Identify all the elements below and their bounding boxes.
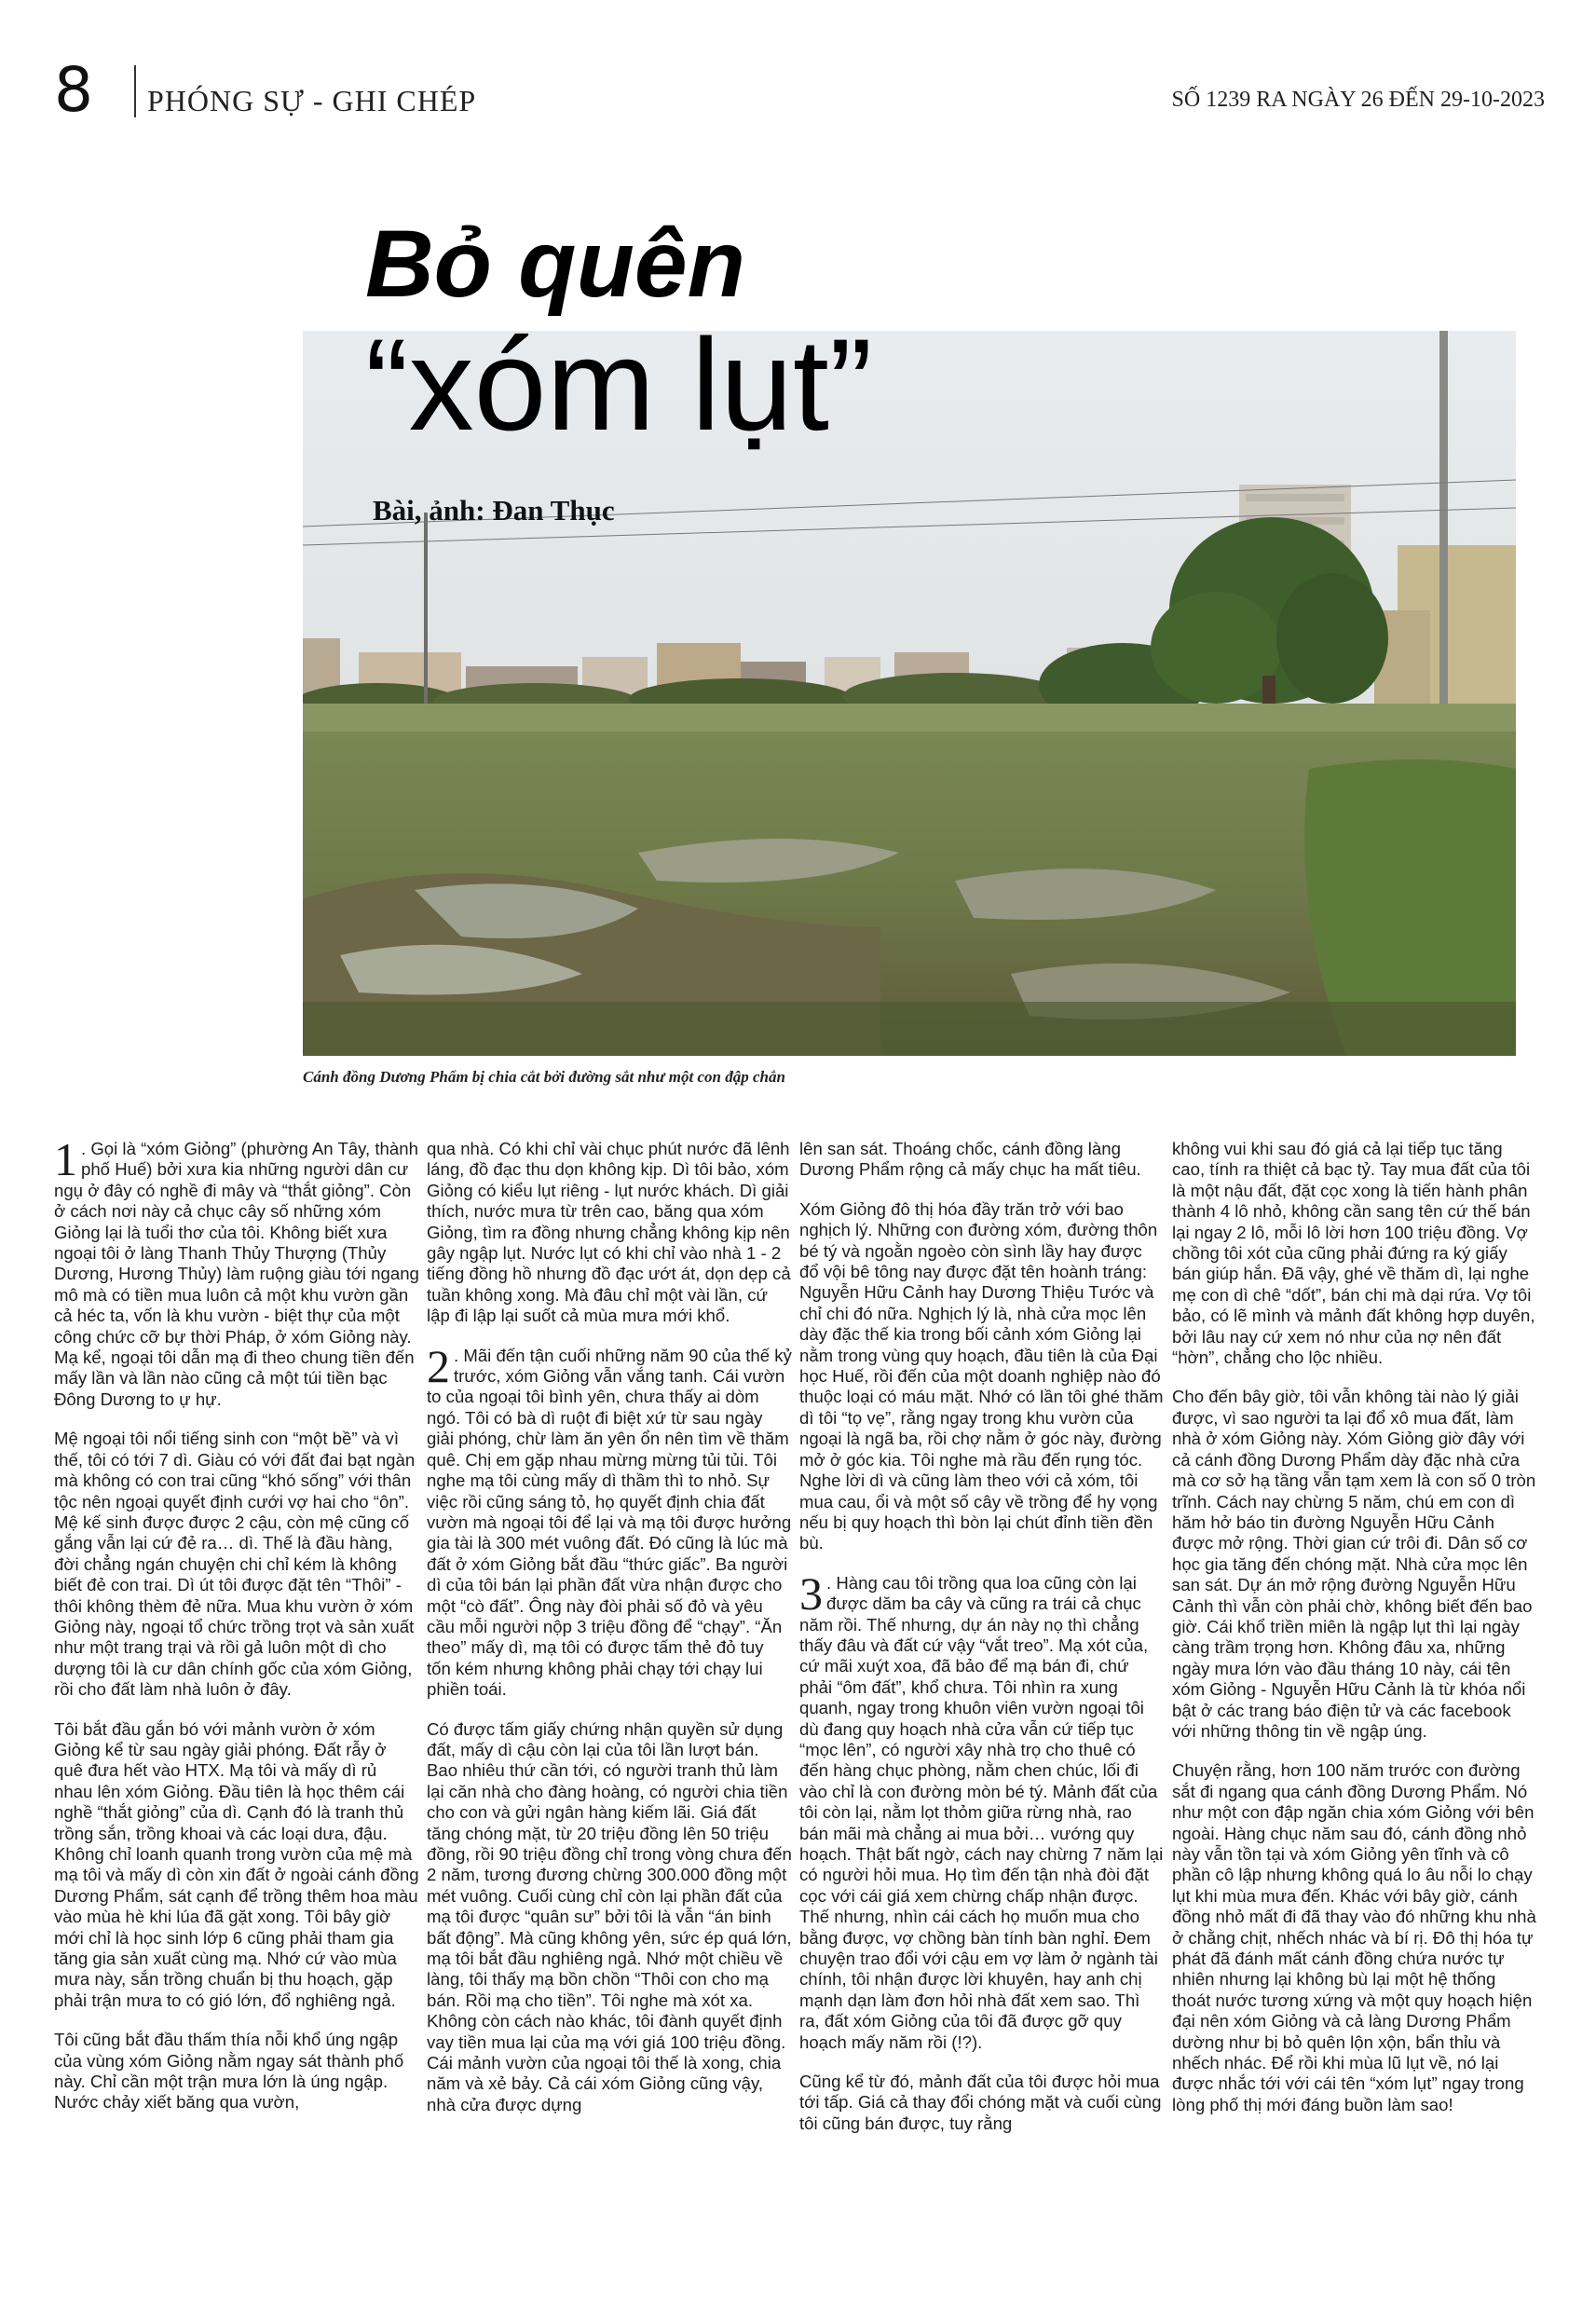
header-divider (134, 65, 136, 117)
section-number: 3 (799, 1566, 823, 1620)
section-number: 2 (427, 1339, 450, 1392)
section-number: 1 (54, 1133, 77, 1185)
issue-date: SỐ 1239 RA NGÀY 26 ĐẾN 29-10-2023 (1171, 88, 1545, 112)
paragraph: 1 . Gọi là “xóm Giỏng” (phường An Tây, thành phố Huế) bởi xưa kia những người dân cư ngụ ở đây có nghề đi mây và “thắt giỏng”. Còn ở cách nơi này cả chục cây số những xóm Giỏng lại là tuổi thơ của tôi. Không biết xưa ngoại tôi ở làng Thanh Thủy Thượng (Thủy Dương, Hương Thủy) làm ruộng giàu tới ngang mô mà có tiền mua luôn cả một khu vườn gần cả héc ta, vốn là khu vườn - biệt thự của một công chức cỡ bự thời Pháp, ở xóm Giỏng này. Mạ kể, ngoại tôi dẫn mạ đi theo chung tiền đến mấy lần và lần nào cũng cả một túi tiền bạc Đông Dương to ự hự. (54, 1133, 419, 1409)
paragraph: qua nhà. Có khi chỉ vài chục phút nước đã lênh láng, đồ đạc thu dọn không kịp. Dì tôi bảo, xóm Giỏng có kiểu lụt riêng - lụt nước khách. Dì giải thích, nước mưa từ trên cao, băng qua xóm Giỏng, tìm ra đồng nhưng chẳng không kịp nên gây ngập lụt. Nước lụt có khi chỉ vào nhà 1 - 2 tiếng đồng hồ nhưng đồ đạc ướt át, dọn dẹp cả tuần không xong. Mà đâu chỉ một vài lần, cứ lập đi lập lại suốt cả mùa mưa mới khổ. (427, 1139, 791, 1326)
text-column-4 (1172, 1139, 1537, 2134)
paragraph: lên san sát. Thoáng chốc, cánh đồng làng Dương Phẩm rộng cả mấy chục ha mất tiêu. (799, 1139, 1141, 1180)
paragraph: Tôi cũng bắt đầu thấm thía nỗi khổ úng ngập của vùng xóm Giỏng nằm ngay sát thành phố này. Chỉ cần một trận mưa lớn là úng ngập. Nước chảy xiết băng qua vườn, (54, 2030, 404, 2113)
paragraph: Cho đến bây giờ, tôi vẫn không tài nào lý giải được, vì sao người ta lại đổ xô mua đất, làm nhà ở xóm Giỏng này. Xóm Giỏng giờ đây với cả cánh đồng Dương Phẩm dày đặc nhà cửa mà cơ sở hạ tầng vẫn tạm xem là con số 0 tròn trĩnh. Cách nay chừng 5 năm, chú em con dì hăm hở báo tin đường Nguyễn Hữu Cảnh được mở rộng. Thời gian cứ trôi đi. Dân số cơ học gia tăng đến chóng mặt. Nhà cửa mọc lên san sát. Dự án mở rộng đường Nguyễn Hữu Cảnh thì vẫn còn phải chờ, không biết đến bao giờ. Cái khổ triền miên là ngập lụt thì lại ngày càng trầm trọng hơn. Không đâu xa, những ngày mưa lớn vào đầu tháng 10 này, cái tên xóm Giỏng - Nguyễn Hữu Cảnh là từ khóa nổi bật ở các trang báo điện tử và các facebook với những thông tin về ngập úng. (1172, 1387, 1536, 1741)
paragraph: không vui khi sau đó giá cả lại tiếp tục tăng cao, tính ra thiệt cả bạc tỷ. Tay mua đất của tôi là một nậu đất, đặt cọc xong là tiến hành phân thành 4 lô nhỏ, không cần sang tên cứ thế bán lại ngay 2 lô, mỗi lô lời hơn 100 triệu đồng. Vợ chồng tôi xót của cũng phải đứng ra ký giấy bán giúp hắn. Đã vậy, ghé về thăm dì, lại nghe mẹ con dì chê “dốt”, bán chi mà dại rứa. Vợ tôi bảo, có lẽ mình và mảnh đất không hợp duyên, bởi lâu nay cứ xem nó như của nợ nên đất “hờn”, chẳng cho lộc nhiều. (1172, 1139, 1535, 1368)
paragraph: Chuyện rằng, hơn 100 năm trước con đường sắt đi ngang qua cánh đồng Dương Phẩm. Nó như một con đập ngăn chia xóm Giỏng với bên ngoài. Hàng chục năm sau đó, cánh đồng nhỏ này vẫn tồn tại và xóm Giỏng yên tĩnh và cô phần cô lập nhưng không quá lo âu nỗi lo chạy lụt khi mùa mưa đến. Khác với bây giờ, cánh đồng nhỏ mất đi đã thay vào đó những khu nhà ở chằng chịt, nhếch nhác và bí rị. Đô thị hóa tự phát đã đánh mất cánh đồng chứa nước tự nhiên nhưng lại không bù lại một hệ thống thoát nước tương xứng và một quy hoạch hiện đại nên xóm Giỏng và cả làng Dương Phẩm dường như bị bỏ quên lộn xộn, bẩn thỉu và nhếch nhác. Để rồi khi mùa lũ lụt về, nó lại được nhắc tới với cái tên “xóm lụt” ngay trong lòng phố thị mới đáng buồn làm sao! (1172, 1760, 1536, 2114)
text-column-3 (799, 1139, 1165, 2153)
article-title-line-2: “xóm lụt” (365, 311, 873, 458)
article-byline: Bài, ảnh: Đan Thục (373, 494, 615, 527)
text-column-1 (54, 1133, 419, 2132)
paragraph: Cũng kể từ đó, mảnh đất của tôi được hỏi mua tới tấp. Giá cả thay đổi chóng mặt và cuối cùng tôi cũng bán được, tuy rằng (799, 2072, 1162, 2133)
text-column-2 (427, 1139, 792, 2134)
photo-caption: Cánh đồng Dương Phẩm bị chia cắt bởi đường sắt như một con đập chắn (303, 1068, 785, 1086)
page-number: 8 (54, 54, 93, 126)
section-title: PHÓNG SỰ - GHI CHÉP (147, 84, 477, 117)
page-header (54, 54, 1545, 132)
paragraph: Mệ ngoại tôi nổi tiếng sinh con “một bề” và vì thế, tôi có tới 7 dì. Giàu có với đất đai bạt ngàn mà không có con trai cũng “khó sống” với thân tộc nên ngoại quyết định cưới vợ hai cho “ôn”. Mệ kế sinh được được 2 cậu, còn mệ cũng cố gắng vẫn lại cứ đẻ ra… dì. Thế là đầu hàng, đời chẳng ngán chuyện chi chỉ kém là không biết đẻ con trai. Dì út tôi được đặt tên “Thôi” - thôi không thèm đẻ nữa. Mua khu vườn ở xóm Giỏng này, ngoại tổ chức trồng trọt và sản xuất như một trang trại và rồi gả luôn một dì cho dượng tôi là cư dân chính gốc của xóm Giỏng, rồi cho đất làm nhà luôn ở đây. (54, 1429, 416, 1700)
paragraph: 3 . Hàng cau tôi trồng qua loa cũng còn lại được dăm ba cây và cũng ra trái cả chục năm rồi. Thế nhưng, dự án này nọ thì chẳng thấy đâu và đất cứ vậy “vắt treo”. Mạ xót của, cứ mãi xuýt xoa, đã bảo để mạ bán đi, chứ phải “ôm đất”, khổ chưa. Tôi nhìn ra xung quanh, ngay trong khuôn viên vườn ngoại tôi dù đang quy hoạch nhà cửa vẫn cứ tiếp tục “mọc lên”, có người xây nhà trọ cho thuê có đến hàng chục phòng, nằm chen chúc, lối đi vào chỉ là con đường mòn bé tý. Mảnh đất của tôi còn lại, nằm lọt thỏm giữa rừng nhà, rao bán mãi mà chẳng ai mua bởi… vướng quy hoạch. Thật bất ngờ, cách nay chừng 7 năm lại có người hỏi mua. Họ tìm đến tận nhà đòi đặt cọc với cái giá xem chừng chấp nhận được. Thế nhưng, nhìn cái cách họ muốn mua cho bằng được, vợ chồng bàn tính bàn nghỉ. Đem chuyện trao đổi với cậu em vợ làm ở ngành tài chính, tôi nhận được lời khuyên, hay anh chị mạnh dạn làm đơn hỏi nhà đất xem sao. Thì ra, đất xóm Giỏng của tôi đã được gỡ quy hoạch mấy năm rồi (!?). (799, 1566, 1164, 2052)
paragraph: Có được tấm giấy chứng nhận quyền sử dụng đất, mấy dì cậu còn lại của tôi lần lượt bán. Bao nhiêu thứ cần tới, có người tranh thủ làm lại căn nhà cho đàng hoàng, có người chia tiền cho con và gửi ngân hàng kiếm lãi. Giá đất tăng chóng mặt, từ 20 triệu đồng lên 50 triệu đồng, rồi 90 triệu đồng chỉ trong vòng chưa đến 2 năm, tương đương chừng 300.000 đồng một mét vuông. Cuối cùng chỉ còn lại phần đất của mạ tôi được “quân sư” bởi tôi là vẫn “án binh bất động”. Mà cũng không yên, sức ép quá lớn, mạ tôi bắt đầu nghiêng ngả. Nhớ một chiều về làng, tôi thấy mạ bồn chồn “Thôi con cho mạ bán. Rồi mạ cho tiền”. Tôi nghe mà xót xa. Không còn cách nào khác, tôi đành quyết định vay tiền mua lại của mạ với giá 100 triệu đồng. Cái mảnh vườn của ngoại tôi thế là xong, chia năm và xẻ bảy. Cả cái xóm Giỏng cũng vậy, nhà cửa được dựng (427, 1718, 792, 2114)
paragraph: Tôi bắt đầu gắn bó với mảnh vườn ở xóm Giỏng kể từ sau ngày giải phóng. Đất rẫy ở quê đưa hết vào HTX. Mạ tôi và mấy dì rủ nhau lên xóm Giỏng. Đầu tiên là học thêm cái nghề “thắt giỏng” của dì. Cạnh đó là tranh thủ trồng sắn, trồng khoai và các loại dưa, đậu. Không chỉ loanh quanh trong vườn của mệ mà mạ tôi và mấy dì còn xin đất ở ngoài cánh đồng Dương Phẩm, sát cạnh để trồng thêm hoa màu vào mùa hè khi lúa đã gặt xong. Tôi bây giờ mới chỉ là học sinh lớp 6 cũng phải tham gia tăng gia sản xuất cùng mạ. Nhớ cứ vào mùa mưa này, sắn trồng chuẩn bị thu hoạch, gặp phải trận mưa to có gió lớn, đổ nghiêng ngả. (54, 1718, 419, 2010)
article-title-line-1: Bỏ quên (365, 211, 745, 317)
paragraph: 2 . Mãi đến tận cuối những năm 90 của thế kỷ trước, xóm Giỏng vẫn vắng tanh. Cái vườn to của ngoại tôi bình yên, chưa thấy ai dòm ngó. Tôi có bà dì ruột đi biệt xứ từ sau ngày giải phóng, chừ làm ăn yên ổn nên tìm về thăm quê. Chị em gặp nhau mừng mừng tủi tủi. Tôi nghe mạ tôi cùng mấy dì thầm thì to nhỏ. Sự việc rồi cũng sáng tỏ, họ quyết định chia đất vườn mà ngoại tôi để lại và mạ tôi được hưởng gia tài là 300 mét vuông đất. Đó cũng là lúc mà đất ở xóm Giỏng bắt đầu “thức giấc”. Ba người dì của tôi bán lại phần đất vừa nhận được cho một “cò đất”. Ông này đòi phải số đỏ và yêu cầu mỗi người nộp 3 triệu đồng để “chạy”. “Ăn theo” mấy dì, mạ tôi có được tấm thẻ đỏ tuy tốn kém nhưng không phải chạy tới chạy lui phiền toái. (427, 1339, 792, 1700)
paragraph: Xóm Giỏng đô thị hóa đầy trăn trở với bao nghịch lý. Những con đường xóm, đường thôn bé tý và ngoằn ngoèo còn sình lầy hay được đổ vội bê tông nay được đặt tên hoành tráng: Nguyễn Hữu Cảnh hay Dương Thiệu Tước và chỉ chi đó nữa. Nghịch lý là, nhà cửa mọc lên dày đặc thế kia trong bối cảnh xóm Giỏng lại nằm trong vùng quy hoạch, đầu tiên là của Đại học Huế, rồi đến của một doanh nghiệp nào đó thuộc loại có máu mặt. Nhớ có lần tôi ghé thăm dì tôi “tọ vẹ”, rằng ngay trong khu vườn của ngoại là ngã ba, rồi chợ nằm ở góc này, đường mở ở góc kia. Tôi nghe mà rầu đến rụng tóc. Nghe lời dì và cũng làm theo với cả xóm, tôi mua cau, ổi và một số cây về trồng để hy vọng nếu bị quy hoạch thì bòn lại chút đỉnh tiền đền bù. (799, 1198, 1164, 1553)
